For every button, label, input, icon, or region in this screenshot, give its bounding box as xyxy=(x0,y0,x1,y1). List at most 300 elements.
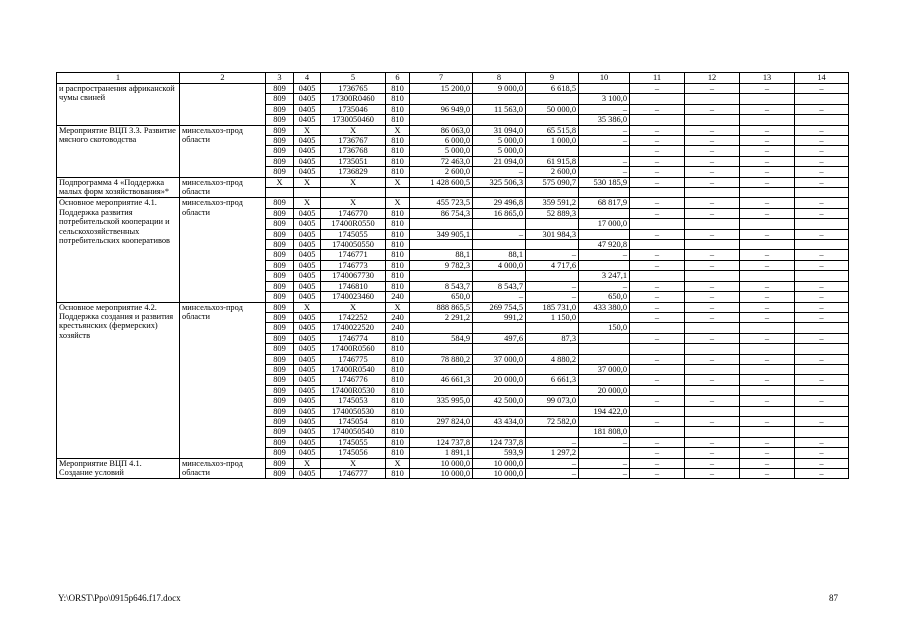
table-cell: – xyxy=(685,354,740,364)
table-cell: Х xyxy=(386,198,410,208)
header-cell: 4 xyxy=(294,73,321,84)
header-cell: 14 xyxy=(795,73,849,84)
table-cell: – xyxy=(740,312,795,322)
table-cell: 88,1 xyxy=(410,250,473,260)
table-cell: 301 984,3 xyxy=(526,229,579,239)
table-cell: 810 xyxy=(386,364,410,374)
table-cell: – xyxy=(630,375,685,385)
table-cell: 17300R0460 xyxy=(321,94,386,104)
table-cell: Х xyxy=(294,302,321,312)
table-cell: 17400R0550 xyxy=(321,219,386,229)
table-cell xyxy=(630,344,685,354)
table-cell: – xyxy=(630,156,685,166)
table-cell: – xyxy=(579,125,630,135)
table-cell: 3 100,0 xyxy=(579,94,630,104)
table-cell: 10 000,0 xyxy=(410,469,473,479)
table-cell: 0405 xyxy=(294,364,321,374)
table-row xyxy=(57,125,849,135)
table-cell: 4 880,2 xyxy=(526,354,579,364)
table-cell: 810 xyxy=(386,375,410,385)
header-cell: 1 xyxy=(57,73,180,84)
table-cell: 810 xyxy=(386,354,410,364)
table-cell: 0405 xyxy=(294,94,321,104)
table-cell xyxy=(795,406,849,416)
table-cell: 1746775 xyxy=(321,354,386,364)
table-cell: 809 xyxy=(266,354,294,364)
table-cell: 991,2 xyxy=(473,312,526,322)
header-cell: 6 xyxy=(386,73,410,84)
table-cell xyxy=(630,427,685,437)
table-cell: 809 xyxy=(266,406,294,416)
table-cell: – xyxy=(795,312,849,322)
table-cell: 575 090,7 xyxy=(526,177,579,187)
table-cell: – xyxy=(630,292,685,302)
table-cell: – xyxy=(795,302,849,312)
table-cell: 810 xyxy=(386,229,410,239)
table-cell xyxy=(526,385,579,395)
table-cell xyxy=(473,94,526,104)
table-cell: 10 000,0 xyxy=(410,458,473,468)
table-cell: – xyxy=(795,333,849,343)
table-cell xyxy=(579,416,630,426)
table-cell: – xyxy=(740,229,795,239)
table-cell: – xyxy=(795,156,849,166)
footer-file-path: Y:\ORST\Ppo\0915p646.f17.docx xyxy=(58,593,181,603)
table-cell: 0405 xyxy=(294,323,321,333)
table-cell xyxy=(740,323,795,333)
table-cell: 240 xyxy=(386,292,410,302)
table-cell: – xyxy=(685,198,740,208)
table-cell: 497,6 xyxy=(473,333,526,343)
table-cell xyxy=(795,344,849,354)
table-cell: 810 xyxy=(386,240,410,250)
table-cell: – xyxy=(740,104,795,114)
table-cell: – xyxy=(526,469,579,479)
table-cell: – xyxy=(685,125,740,135)
table-cell: 0405 xyxy=(294,146,321,156)
table-cell: – xyxy=(795,146,849,156)
table-cell: 809 xyxy=(266,84,294,94)
table-cell xyxy=(685,344,740,354)
table-cell: 810 xyxy=(386,385,410,395)
table-cell: 0405 xyxy=(294,115,321,125)
table-cell: 809 xyxy=(266,229,294,239)
table-cell: – xyxy=(630,302,685,312)
table-cell: 46 661,3 xyxy=(410,375,473,385)
table-cell: Х xyxy=(294,458,321,468)
table-cell: 888 865,5 xyxy=(410,302,473,312)
table-cell: – xyxy=(740,469,795,479)
table-cell: 810 xyxy=(386,167,410,177)
table-cell xyxy=(685,385,740,395)
table-cell: 810 xyxy=(386,219,410,229)
table-cell xyxy=(685,219,740,229)
table-cell: 809 xyxy=(266,156,294,166)
table-row xyxy=(57,198,849,208)
table-cell: 1 297,2 xyxy=(526,448,579,458)
table-cell xyxy=(685,364,740,374)
table-cell: 86 754,3 xyxy=(410,208,473,218)
table-cell xyxy=(795,271,849,281)
table-cell: – xyxy=(795,104,849,114)
table-cell: 1745054 xyxy=(321,416,386,426)
table-cell: – xyxy=(579,469,630,479)
table-cell: 1746770 xyxy=(321,208,386,218)
table-cell xyxy=(795,323,849,333)
measure-name: Мероприятие ВЦП 4.1. Создание условий xyxy=(57,458,180,479)
table-cell: – xyxy=(685,177,740,187)
table-cell: 0405 xyxy=(294,167,321,177)
table-cell xyxy=(630,364,685,374)
table-cell: – xyxy=(630,84,685,94)
responsible-executor: минсельхоз-прод области xyxy=(180,177,266,198)
table-cell: – xyxy=(579,281,630,291)
table-cell: 1746773 xyxy=(321,260,386,270)
table-cell xyxy=(410,427,473,437)
table-cell: 1735046 xyxy=(321,104,386,114)
table-cell xyxy=(410,344,473,354)
table-cell xyxy=(795,219,849,229)
table-cell xyxy=(526,344,579,354)
table-cell xyxy=(473,385,526,395)
table-cell: 37 000,0 xyxy=(473,354,526,364)
table-cell: 1745055 xyxy=(321,229,386,239)
table-cell: – xyxy=(630,458,685,468)
table-cell: – xyxy=(740,375,795,385)
table-cell xyxy=(579,333,630,343)
table-cell xyxy=(740,385,795,395)
table-cell: – xyxy=(740,396,795,406)
table-cell: 5 000,0 xyxy=(410,146,473,156)
table-cell: 35 386,0 xyxy=(579,115,630,125)
header-cell: 10 xyxy=(579,73,630,84)
table-cell: – xyxy=(795,354,849,364)
table-cell: Х xyxy=(321,177,386,187)
table-cell: – xyxy=(685,136,740,146)
table-cell xyxy=(740,271,795,281)
table-cell: 809 xyxy=(266,125,294,135)
table-cell: – xyxy=(685,260,740,270)
table-cell: 50 000,0 xyxy=(526,104,579,114)
table-cell: 0405 xyxy=(294,396,321,406)
table-cell: – xyxy=(740,177,795,187)
table-cell: – xyxy=(795,469,849,479)
table-cell: 0405 xyxy=(294,104,321,114)
table-cell xyxy=(579,375,630,385)
table-cell xyxy=(526,219,579,229)
table-cell xyxy=(795,188,849,198)
table-cell xyxy=(740,406,795,416)
table-cell: – xyxy=(740,250,795,260)
table-cell: 809 xyxy=(266,323,294,333)
table-cell xyxy=(410,406,473,416)
table-cell: 810 xyxy=(386,344,410,354)
table-cell: – xyxy=(685,375,740,385)
table-cell xyxy=(630,406,685,416)
table-cell: 809 xyxy=(266,250,294,260)
table-cell: – xyxy=(630,167,685,177)
table-cell: Х xyxy=(266,177,294,187)
table-cell: – xyxy=(685,250,740,260)
table-cell: – xyxy=(740,84,795,94)
table-cell xyxy=(473,406,526,416)
table-cell: 810 xyxy=(386,94,410,104)
responsible-executor xyxy=(180,84,266,126)
table-cell: – xyxy=(795,250,849,260)
table-cell: – xyxy=(740,136,795,146)
table-cell: Х xyxy=(294,177,321,187)
table-cell: – xyxy=(579,437,630,447)
table-cell: 9 782,3 xyxy=(410,260,473,270)
table-cell: – xyxy=(685,437,740,447)
table-cell: 5 000,0 xyxy=(473,136,526,146)
table-cell: 809 xyxy=(266,104,294,114)
table-cell: – xyxy=(795,125,849,135)
table-cell: 809 xyxy=(266,312,294,322)
table-cell: – xyxy=(526,281,579,291)
table-cell: 809 xyxy=(266,219,294,229)
header-cell: 9 xyxy=(526,73,579,84)
table-cell: – xyxy=(630,448,685,458)
measure-name: Подпрограмма 4 «Поддержка малых форм хозяйствования»* xyxy=(57,177,180,198)
table-cell: – xyxy=(740,208,795,218)
table-cell: 0405 xyxy=(294,240,321,250)
table-cell: 17400R0530 xyxy=(321,385,386,395)
table-cell: – xyxy=(795,177,849,187)
table-cell: – xyxy=(740,292,795,302)
table-cell: – xyxy=(795,84,849,94)
responsible-executor: минсельхоз-прод области xyxy=(180,458,266,479)
table-cell: 325 506,3 xyxy=(473,177,526,187)
table-cell: 810 xyxy=(386,208,410,218)
table-cell xyxy=(473,271,526,281)
table-cell: – xyxy=(630,437,685,447)
table-cell: Х xyxy=(386,302,410,312)
table-cell xyxy=(579,146,630,156)
table-cell: 0405 xyxy=(294,84,321,94)
responsible-executor: минсельхоз-прод области xyxy=(180,302,266,458)
table-cell xyxy=(740,188,795,198)
table-cell: 650,0 xyxy=(579,292,630,302)
table-cell xyxy=(526,271,579,281)
table-cell: 810 xyxy=(386,416,410,426)
table-cell: 810 xyxy=(386,115,410,125)
table-cell: Х xyxy=(294,198,321,208)
table-cell xyxy=(740,94,795,104)
table-cell: – xyxy=(685,302,740,312)
table-cell xyxy=(579,208,630,218)
table-cell: – xyxy=(685,448,740,458)
table-cell: 43 434,0 xyxy=(473,416,526,426)
table-cell: – xyxy=(630,104,685,114)
table-cell: – xyxy=(630,281,685,291)
table-cell: 809 xyxy=(266,198,294,208)
table-cell: Х xyxy=(386,125,410,135)
table-cell: 72 463,0 xyxy=(410,156,473,166)
table-cell: 20 000,0 xyxy=(473,375,526,385)
table-cell xyxy=(579,448,630,458)
table-cell: 0405 xyxy=(294,260,321,270)
table-cell: – xyxy=(630,333,685,343)
table-cell: – xyxy=(795,396,849,406)
table-cell: – xyxy=(579,104,630,114)
table-cell: – xyxy=(630,177,685,187)
table-cell xyxy=(473,323,526,333)
table-cell: 810 xyxy=(386,333,410,343)
table-cell: – xyxy=(630,250,685,260)
table-cell: 0405 xyxy=(294,437,321,447)
table-cell xyxy=(795,385,849,395)
budget-table xyxy=(56,72,849,479)
table-cell: 2 600,0 xyxy=(526,167,579,177)
measure-name: Основное мероприятие 4.2. Поддержка создания и развития крестьянских (фермерских) хозяйств xyxy=(57,302,180,458)
table-cell: – xyxy=(795,167,849,177)
table-cell: – xyxy=(740,416,795,426)
table-cell xyxy=(685,115,740,125)
table-cell: 96 949,0 xyxy=(410,104,473,114)
table-cell xyxy=(740,240,795,250)
table-cell: 1736829 xyxy=(321,167,386,177)
table-cell xyxy=(473,219,526,229)
table-cell: 809 xyxy=(266,146,294,156)
table-cell: 1740050550 xyxy=(321,240,386,250)
table-cell: – xyxy=(740,260,795,270)
table-cell: – xyxy=(740,458,795,468)
table-cell xyxy=(526,364,579,374)
responsible-executor: минсельхоз-прод области xyxy=(180,198,266,302)
table-cell: 809 xyxy=(266,94,294,104)
table-cell: – xyxy=(685,84,740,94)
table-cell: 3 247,1 xyxy=(579,271,630,281)
table-cell xyxy=(410,219,473,229)
table-cell: 1 000,0 xyxy=(526,136,579,146)
table-cell: 42 500,0 xyxy=(473,396,526,406)
table-cell: 1746771 xyxy=(321,250,386,260)
table-cell xyxy=(473,427,526,437)
table-cell xyxy=(526,240,579,250)
table-cell: 17400R0540 xyxy=(321,364,386,374)
table-cell: Х xyxy=(294,125,321,135)
table-cell xyxy=(579,312,630,322)
table-cell: – xyxy=(685,167,740,177)
table-cell: – xyxy=(685,312,740,322)
table-cell: – xyxy=(795,208,849,218)
table-cell: – xyxy=(795,437,849,447)
header-cell: 7 xyxy=(410,73,473,84)
table-cell: – xyxy=(473,229,526,239)
table-cell: – xyxy=(685,396,740,406)
table-cell: – xyxy=(473,167,526,177)
table-row xyxy=(57,302,849,312)
table-cell: 150,0 xyxy=(579,323,630,333)
table-cell: 4 717,6 xyxy=(526,260,579,270)
table-cell: – xyxy=(685,281,740,291)
table-cell: – xyxy=(740,167,795,177)
table-cell: 810 xyxy=(386,281,410,291)
table-cell xyxy=(526,188,579,198)
table-cell: 1 891,1 xyxy=(410,448,473,458)
table-cell: 6 000,0 xyxy=(410,136,473,146)
table-cell: 1736765 xyxy=(321,84,386,94)
table-cell: 17 000,0 xyxy=(579,219,630,229)
table-cell: 335 995,0 xyxy=(410,396,473,406)
table-cell: 240 xyxy=(386,312,410,322)
table-cell: – xyxy=(526,292,579,302)
table-cell: 0405 xyxy=(294,385,321,395)
table-cell: 0405 xyxy=(294,354,321,364)
table-cell xyxy=(473,115,526,125)
table-cell: 1740023460 xyxy=(321,292,386,302)
table-cell xyxy=(579,354,630,364)
table-cell: 21 094,0 xyxy=(473,156,526,166)
table-cell: 0405 xyxy=(294,344,321,354)
table-cell: 810 xyxy=(386,448,410,458)
measure-name: и распространения африканской чумы свиней xyxy=(57,84,180,126)
table-cell: – xyxy=(685,104,740,114)
table-cell xyxy=(630,271,685,281)
table-cell xyxy=(386,188,410,198)
table-cell: 809 xyxy=(266,208,294,218)
table-cell: Х xyxy=(321,125,386,135)
table-cell: – xyxy=(740,354,795,364)
table-cell: 8 543,7 xyxy=(410,281,473,291)
table-cell: 349 905,1 xyxy=(410,229,473,239)
table-cell xyxy=(685,323,740,333)
header-cell: 13 xyxy=(740,73,795,84)
table-cell: – xyxy=(685,469,740,479)
table-cell: 810 xyxy=(386,250,410,260)
table-cell: 1742252 xyxy=(321,312,386,322)
table-cell: – xyxy=(579,458,630,468)
table-cell: 29 496,8 xyxy=(473,198,526,208)
table-cell xyxy=(685,406,740,416)
header-cell: 12 xyxy=(685,73,740,84)
table-cell: – xyxy=(630,198,685,208)
table-cell: 0405 xyxy=(294,136,321,146)
table-cell: 5 000,0 xyxy=(473,146,526,156)
table-cell: Х xyxy=(321,458,386,468)
table-cell: 810 xyxy=(386,146,410,156)
table-cell xyxy=(526,146,579,156)
table-cell: – xyxy=(740,333,795,343)
table-cell: 809 xyxy=(266,469,294,479)
table-cell: 650,0 xyxy=(410,292,473,302)
table-cell: 1745053 xyxy=(321,396,386,406)
table-cell: 809 xyxy=(266,458,294,468)
responsible-executor: минсельхоз-прод области xyxy=(180,125,266,177)
table-cell xyxy=(526,406,579,416)
table-cell: 809 xyxy=(266,416,294,426)
table-cell: 809 xyxy=(266,448,294,458)
table-cell: 0405 xyxy=(294,156,321,166)
table-cell: Х xyxy=(321,198,386,208)
table-cell: 1746777 xyxy=(321,469,386,479)
table-cell: – xyxy=(630,416,685,426)
table-cell: 52 889,3 xyxy=(526,208,579,218)
table-cell: – xyxy=(630,354,685,364)
table-cell: 0405 xyxy=(294,469,321,479)
table-cell: 1736768 xyxy=(321,146,386,156)
table-cell: 809 xyxy=(266,281,294,291)
table-cell xyxy=(740,219,795,229)
table-row xyxy=(57,177,849,187)
table-cell xyxy=(410,240,473,250)
table-cell: – xyxy=(685,458,740,468)
table-cell: 359 591,2 xyxy=(526,198,579,208)
table-cell: 1740050540 xyxy=(321,427,386,437)
table-cell: 593,9 xyxy=(473,448,526,458)
table-cell: 6 618,5 xyxy=(526,84,579,94)
